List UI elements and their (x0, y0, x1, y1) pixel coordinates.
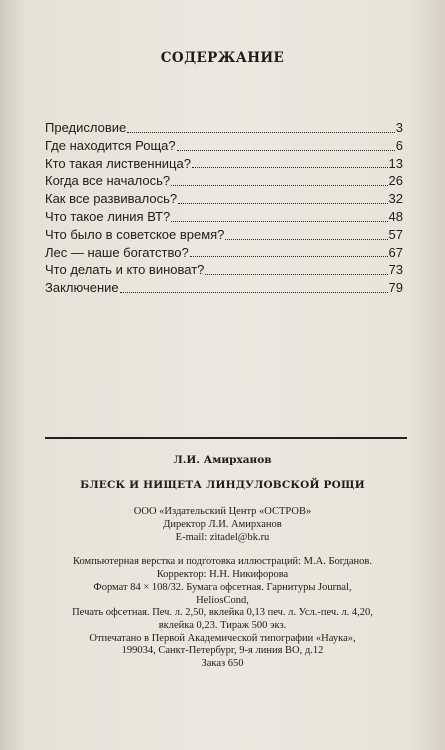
credits-line: Формат 84 × 108/32. Бумага офсетная. Гарнитуры Journal, (93, 581, 352, 593)
toc-entry-label: Когда все началось? (45, 173, 171, 189)
toc-entry (45, 155, 403, 173)
toc-entry-label: Что было в советское время? (45, 226, 225, 242)
credits-line: вклейка 0,23. Тираж 500 экз. (158, 619, 287, 631)
credits-line: 199034, Санкт-Петербург, 9-я линия ВО, д.12 (121, 645, 324, 657)
publisher-line: ООО «Издательский Центр «ОСТРОВ» (133, 506, 312, 517)
toc-entry-page: 48 (388, 208, 403, 224)
author-name: Л.И. Амирханов (173, 454, 272, 466)
dot-leader (225, 229, 387, 240)
section-divider (45, 437, 407, 439)
dot-leader (178, 193, 387, 204)
credits-line: Компьютерная верстка и подготовка иллюстраций: М.А. Богданов. (73, 556, 372, 568)
book-title: БЛЕСК И НИЩЕТА ЛИНДУЛОВСКОЙ РОЩИ (80, 479, 365, 491)
toc-entry-label: Как все развивалось? (45, 191, 178, 207)
toc-entry (45, 279, 403, 297)
toc-entry (45, 261, 403, 279)
dot-leader (177, 140, 395, 151)
publisher-line: E-mail: zitadel@bk.ru (175, 531, 270, 543)
dot-leader (205, 264, 387, 275)
toc-entry-page: 13 (388, 155, 403, 171)
toc-entry-page: 67 (388, 244, 403, 260)
toc-entry (45, 119, 403, 137)
production-credits (0, 556, 445, 670)
dot-leader (120, 282, 388, 293)
dot-leader (171, 175, 387, 186)
dot-leader (192, 157, 388, 168)
dot-leader (127, 122, 395, 133)
toc-heading: СОДЕРЖАНИЕ (160, 50, 285, 66)
toc-entry-label: Что такое линия ВТ? (45, 208, 171, 224)
imprint-block (0, 448, 445, 671)
publisher-info (0, 506, 445, 544)
toc-entry-page: 6 (395, 137, 403, 153)
toc-entry-label: Заключение (45, 280, 119, 296)
toc-entry-page: 26 (388, 173, 403, 189)
toc-entry (45, 190, 403, 208)
dot-leader (171, 211, 387, 222)
toc-entry-page: 32 (388, 191, 403, 207)
credits-line: Печать офсетная. Печ. л. 2,50, вклейка 0,13 печ. л. Усл.-печ. л. 4,20, (72, 607, 373, 619)
toc-entry (45, 226, 403, 244)
credits-line: Корректор: Н.Н. Никифорова (156, 569, 289, 581)
toc-entry-label: Где находится Роща? (45, 137, 176, 153)
toc-entry-page: 73 (388, 262, 403, 278)
publisher-line: Директор Л.И. Амирханов (163, 518, 282, 530)
toc-entry (45, 172, 403, 190)
toc-entry-page: 3 (395, 120, 403, 135)
toc-entry (45, 137, 403, 155)
toc-entry-page: 79 (388, 280, 403, 296)
toc-entry-label: Что делать и кто виноват? (45, 262, 205, 278)
dot-leader (190, 246, 388, 257)
credits-line: Отпечатано в Первой Академической типографии «Наука», (89, 632, 356, 644)
toc-entry (45, 244, 403, 262)
credits-line: HeliosCond, (196, 594, 249, 606)
toc-entry-label: Предисловие (45, 120, 127, 135)
toc-entry (45, 208, 403, 226)
toc-entry-page: 57 (388, 226, 403, 242)
credits-line: Заказ 650 (201, 658, 244, 670)
table-of-contents (45, 119, 403, 297)
toc-entry-label: Кто такая лиственница? (45, 155, 191, 171)
toc-entry-label: Лес — наше богатство? (45, 244, 189, 260)
